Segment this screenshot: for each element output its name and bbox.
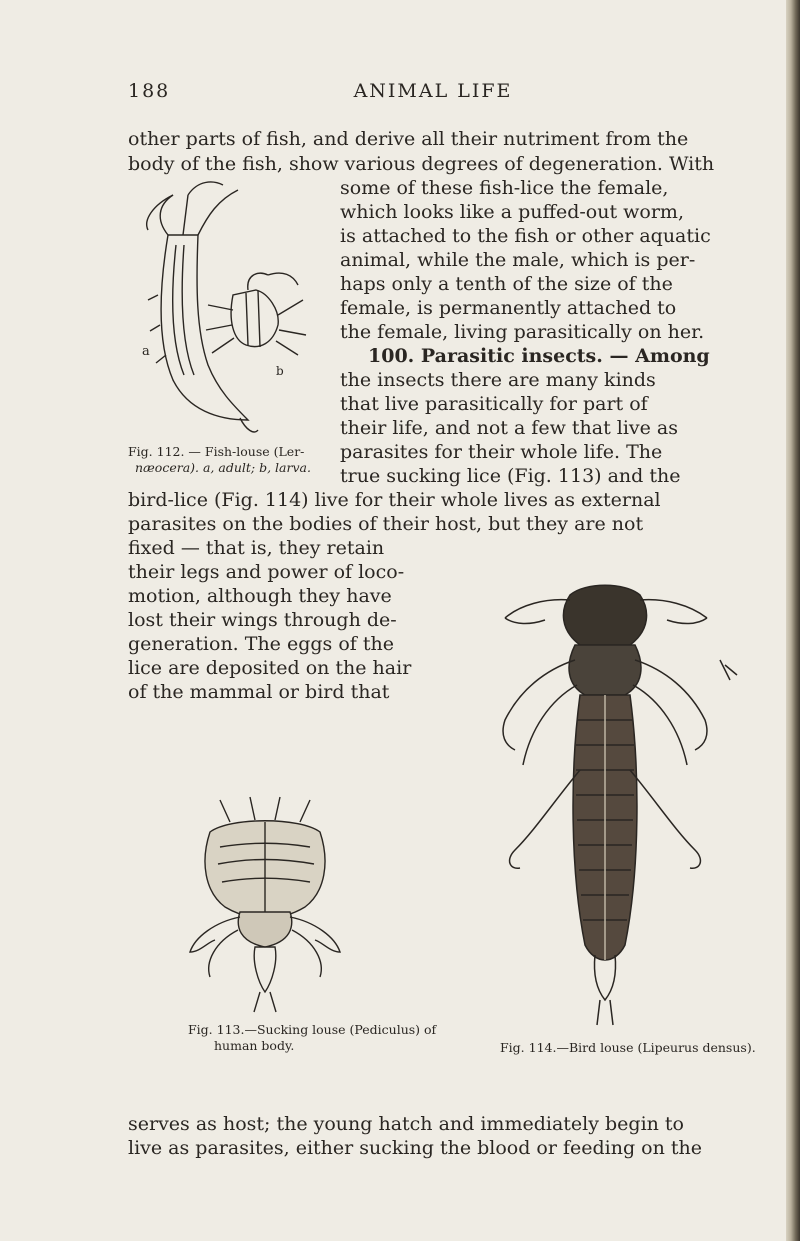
text-line: their life, and not a few that live as xyxy=(340,417,679,439)
fig114-caption: Fig. 114.—Bird louse (Lipeurus densus). xyxy=(500,1040,756,1055)
text-line: the insects there are many kinds xyxy=(340,369,656,391)
text-line: live as parasites, either sucking the blood or feeding on the xyxy=(128,1137,703,1159)
fig113-caption-line2: human body. xyxy=(214,1038,295,1053)
text-line: bird-lice (Fig. 114) live for their whole lives as external xyxy=(128,489,661,511)
fish-louse-figure xyxy=(128,175,333,440)
text-line: of the mammal or bird that xyxy=(128,681,390,703)
text-line: is attached to the fish or other aquatic xyxy=(340,225,711,247)
section-heading-line: 100. Parasitic insects. — Among xyxy=(368,345,710,367)
text-line: lice are deposited on the hair xyxy=(128,657,412,679)
text-line: the female, living parasitically on her. xyxy=(340,321,705,343)
fig112-caption-line2: næocera). a, adult; b, larva. xyxy=(135,460,311,475)
text-line: animal, while the male, which is per- xyxy=(340,249,696,271)
text-line: some of these fish-lice the female, xyxy=(340,177,669,199)
text-line: lost their wings through de- xyxy=(128,609,397,631)
text-line: female, is permanently attached to xyxy=(340,297,677,319)
text-line: their legs and power of loco- xyxy=(128,561,405,583)
text-line: true sucking lice (Fig. 113) and the xyxy=(340,465,681,487)
page-edge-shadow xyxy=(786,0,800,1241)
text-line: which looks like a puffed-out worm, xyxy=(340,201,684,223)
fig113-caption-line1: Fig. 113.—Sucking louse (Pediculus) of xyxy=(188,1022,437,1037)
fig112-caption-line1: Fig. 112. — Fish-louse (Ler- xyxy=(128,444,305,459)
label-b: b xyxy=(276,364,284,378)
page-number: 188 xyxy=(128,80,171,102)
text-line: serves as host; the young hatch and immediately begin to xyxy=(128,1113,685,1135)
text-line: body of the fish, show various degrees of degeneration. With xyxy=(128,153,715,175)
page-header xyxy=(128,80,738,110)
text-line: that live parasitically for part of xyxy=(340,393,648,415)
text-line: parasites on the bodies of their host, but they are not xyxy=(128,513,644,535)
running-title: ANIMAL LIFE xyxy=(353,80,513,102)
text-line: generation. The eggs of the xyxy=(128,633,394,655)
label-a: a xyxy=(142,344,150,359)
text-line: other parts of fish, and derive all their nutriment from the xyxy=(128,128,689,150)
text-line: haps only a tenth of the size of the xyxy=(340,273,673,295)
text-line: fixed — that is, they retain xyxy=(128,537,385,559)
text-line: motion, although they have xyxy=(128,585,392,607)
sucking-louse-figure xyxy=(180,792,350,1017)
text-line: parasites for their whole life. The xyxy=(340,441,663,463)
bird-louse-figure xyxy=(475,570,740,1040)
